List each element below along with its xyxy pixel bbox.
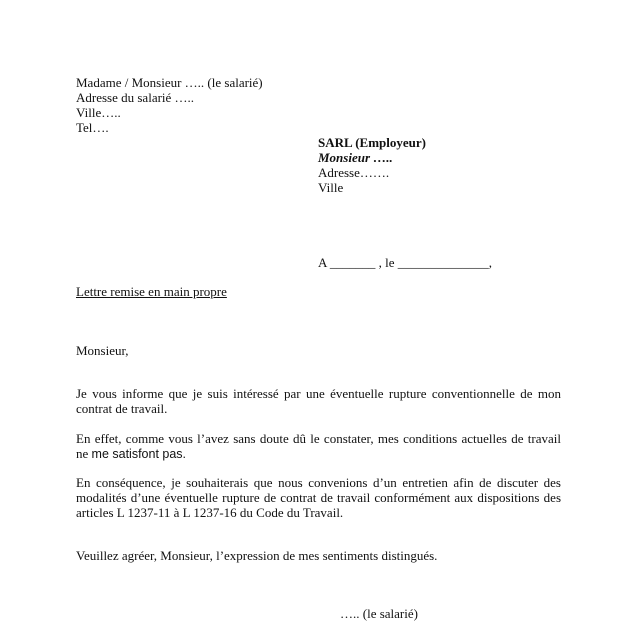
- delivery-mode: Lettre remise en main propre: [76, 284, 227, 299]
- paragraph-1: Je vous informe que je suis intéressé par une éventuelle rupture conventionnelle de mon contrat de travail.: [76, 386, 561, 416]
- recipient-city: Ville: [318, 180, 344, 195]
- recipient-block: [318, 135, 426, 195]
- sender-block: [76, 75, 263, 135]
- signature: ….. (le salarié): [340, 606, 418, 621]
- recipient-contact: Monsieur …..: [318, 150, 393, 165]
- paragraph-2-text: En effet, comme vous l’avez sans doute dû le constater, mes conditions actuelles de travail ne: [76, 431, 561, 461]
- paragraph-2: [76, 431, 561, 462]
- sender-address: Adresse du salarié …..: [76, 90, 195, 105]
- date-line: A _______ , le ______________,: [318, 255, 493, 270]
- paragraph-3: En conséquence, je souhaiterais que nous convenions d’un entretien afin de discuter des modalités d’une éventuelle rupture de contrat de travail conformément aux dispositions des articles L 1237-11 à L 1237-16 du Code du Travail.: [76, 475, 561, 520]
- recipient-address: Adresse…….: [318, 165, 390, 180]
- recipient-company: SARL (Employeur): [318, 135, 426, 150]
- paragraph-2-end: me satisfont pas.: [91, 447, 187, 461]
- closing-formula: Veuillez agréer, Monsieur, l’expression de mes sentiments distingués.: [76, 548, 438, 563]
- sender-phone: Tel….: [76, 120, 109, 135]
- salutation: Monsieur,: [76, 343, 129, 358]
- sender-city: Ville…..: [76, 105, 121, 120]
- sender-name: Madame / Monsieur ….. (le salarié): [76, 75, 263, 90]
